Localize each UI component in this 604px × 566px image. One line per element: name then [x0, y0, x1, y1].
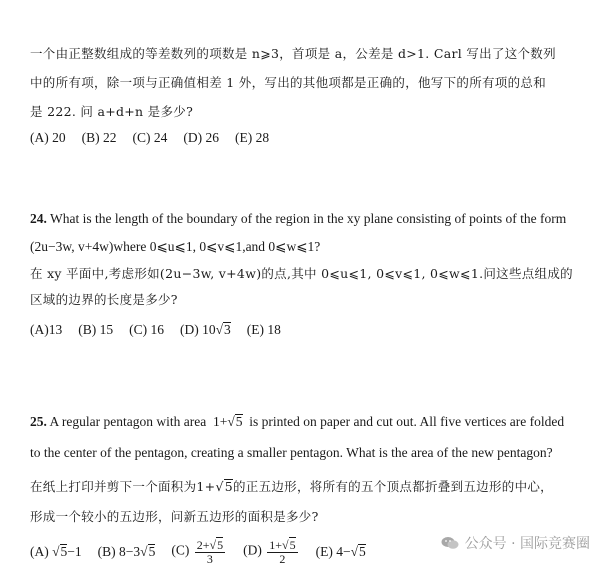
q25-zh-line-2: 形成一个较小的五边形，问新五边形的面积是多少? — [30, 509, 319, 524]
q25-zh-area-radicand: 5 — [224, 479, 233, 494]
q24-choice-b: (B) 15 — [78, 322, 114, 337]
sqrt-symbol: √5 — [350, 543, 366, 559]
sqrt-symbol: √3 — [215, 322, 231, 337]
q23-line-1: 一个由正整数组成的等差数列的项数是 n⩾3，首项是 a，公差是 d>1. Carl 写出了这个数列 — [30, 46, 556, 61]
q25-choice-c-numerator — [195, 537, 225, 553]
q24-choice-c: (C) 16 — [129, 322, 164, 337]
q23-choice-b: (B) 22 — [81, 130, 117, 145]
q25-choice-a-tail: −1 — [67, 543, 82, 559]
q25-choice-c-num-radicand: 5 — [217, 538, 224, 552]
q25-choice-c-fraction — [195, 537, 225, 566]
q25-choice-e-head: 4− — [336, 543, 351, 559]
sqrt-symbol: √5 — [209, 538, 224, 552]
sqrt-symbol: √5 — [215, 479, 233, 494]
q25-zh-text-1a: 在纸上打印并剪下一个面积为 — [30, 479, 197, 494]
q25-en-area-head: 1+ — [212, 414, 228, 429]
q25-choice-b — [98, 544, 156, 560]
watermark — [441, 533, 590, 553]
q25-en-area — [210, 414, 246, 429]
q24-zh-line-1: 在 xy 平面中,考虑形如(2u−3w, v+4w)的点,其中 0⩽u⩽1, 0⩽v⩽1, 0⩽w⩽1.问这些点组成的 — [30, 266, 573, 281]
wechat-icon — [441, 536, 459, 550]
q23-choice-e: (E) 28 — [235, 130, 270, 145]
q23-line-3: 是 222. 问 a+d+n 是多少? — [30, 104, 194, 119]
q23-choice-c: (C) 24 — [132, 130, 168, 145]
q25-choice-a-label: (A) — [30, 543, 49, 559]
q23-choice-d: (D) 26 — [183, 130, 219, 145]
q24-choice-d-coef: 10 — [202, 322, 216, 337]
q25-choice-a — [30, 544, 82, 560]
q25-choice-d-numerator — [267, 537, 297, 553]
q25-choice-d-label: (D) — [243, 542, 262, 558]
q24-choices — [30, 322, 297, 338]
q25-choice-e-label: (E) — [315, 543, 333, 559]
q25-choice-c-num-head: 2+ — [196, 538, 210, 552]
sqrt-symbol: √5 — [52, 543, 68, 559]
sqrt-symbol: √5 — [282, 538, 296, 552]
q25-en-area-radicand: 5 — [235, 414, 243, 429]
q25-en-line-1 — [30, 414, 564, 430]
q25-en-text-1a: A regular pentagon with area — [49, 414, 207, 429]
q24-choice-d-label: (D) — [180, 322, 199, 337]
q25-choice-d-denominator: 2 — [279, 552, 286, 566]
q24-choice-e: (E) 18 — [246, 322, 281, 337]
q25-choice-b-head: 8−3 — [119, 543, 141, 559]
q25-en-text-1b: is printed on paper and cut out. All five vertices are folded — [249, 414, 565, 429]
q25-choice-b-radicand: 5 — [148, 543, 156, 559]
q25-choice-d-num-head: 1+ — [269, 538, 282, 552]
q25-zh-area — [196, 479, 233, 494]
q23-choices — [30, 130, 285, 146]
q25-choice-e-radicand: 5 — [359, 543, 366, 559]
q24-en-text-1: What is the length of the boundary of the region in the xy plane consisting of points of the form — [50, 211, 567, 226]
q25-choice-c — [171, 537, 227, 566]
q25-choice-d — [243, 537, 300, 566]
q23-line-2: 中的所有项，除一项与正确值相差 1 外，写出的其他项都是正确的，他写下的所有项的总和 — [30, 75, 547, 90]
q23-choice-a: (A) 20 — [30, 130, 66, 145]
q25-number: 25. — [30, 414, 47, 429]
q25-zh-text-1b: 的正五边形，将所有的五个顶点都折叠到五边形的中心， — [232, 479, 553, 494]
q24-choice-d-radicand: 3 — [224, 322, 231, 337]
q24-en-line-2: (2u−3w, v+4w)where 0⩽u⩽1, 0⩽v⩽1,and 0⩽w⩽1? — [30, 239, 321, 254]
q25-choice-d-num-radicand: 5 — [289, 538, 296, 552]
q25-choice-c-label: (C) — [171, 542, 190, 558]
q25-choice-d-fraction — [267, 537, 297, 566]
q24-choice-d — [180, 322, 231, 338]
q25-choice-e — [316, 544, 366, 560]
q24-en-line-1 — [30, 211, 566, 227]
q25-choice-c-denominator: 3 — [206, 552, 213, 566]
q25-zh-line-1 — [30, 479, 553, 495]
q25-choice-a-radicand: 5 — [60, 543, 68, 559]
sqrt-symbol: √5 — [140, 543, 156, 559]
q24-choice-a: (A)13 — [30, 322, 63, 337]
q25-choice-b-label: (B) — [97, 543, 116, 559]
q24-zh-line-2: 区域的边界的长度是多少? — [30, 292, 178, 307]
sqrt-symbol: √5 — [227, 414, 243, 429]
watermark-text: 公众号 · 国际竞赛圈 — [464, 536, 590, 552]
q25-zh-area-head: 1+ — [196, 479, 216, 494]
q25-en-line-2: to the center of the pentagon, creating a smaller pentagon. What is the area of the new pentagon? — [30, 445, 553, 460]
q24-number: 24. — [30, 211, 47, 226]
q25-choices — [30, 537, 382, 566]
